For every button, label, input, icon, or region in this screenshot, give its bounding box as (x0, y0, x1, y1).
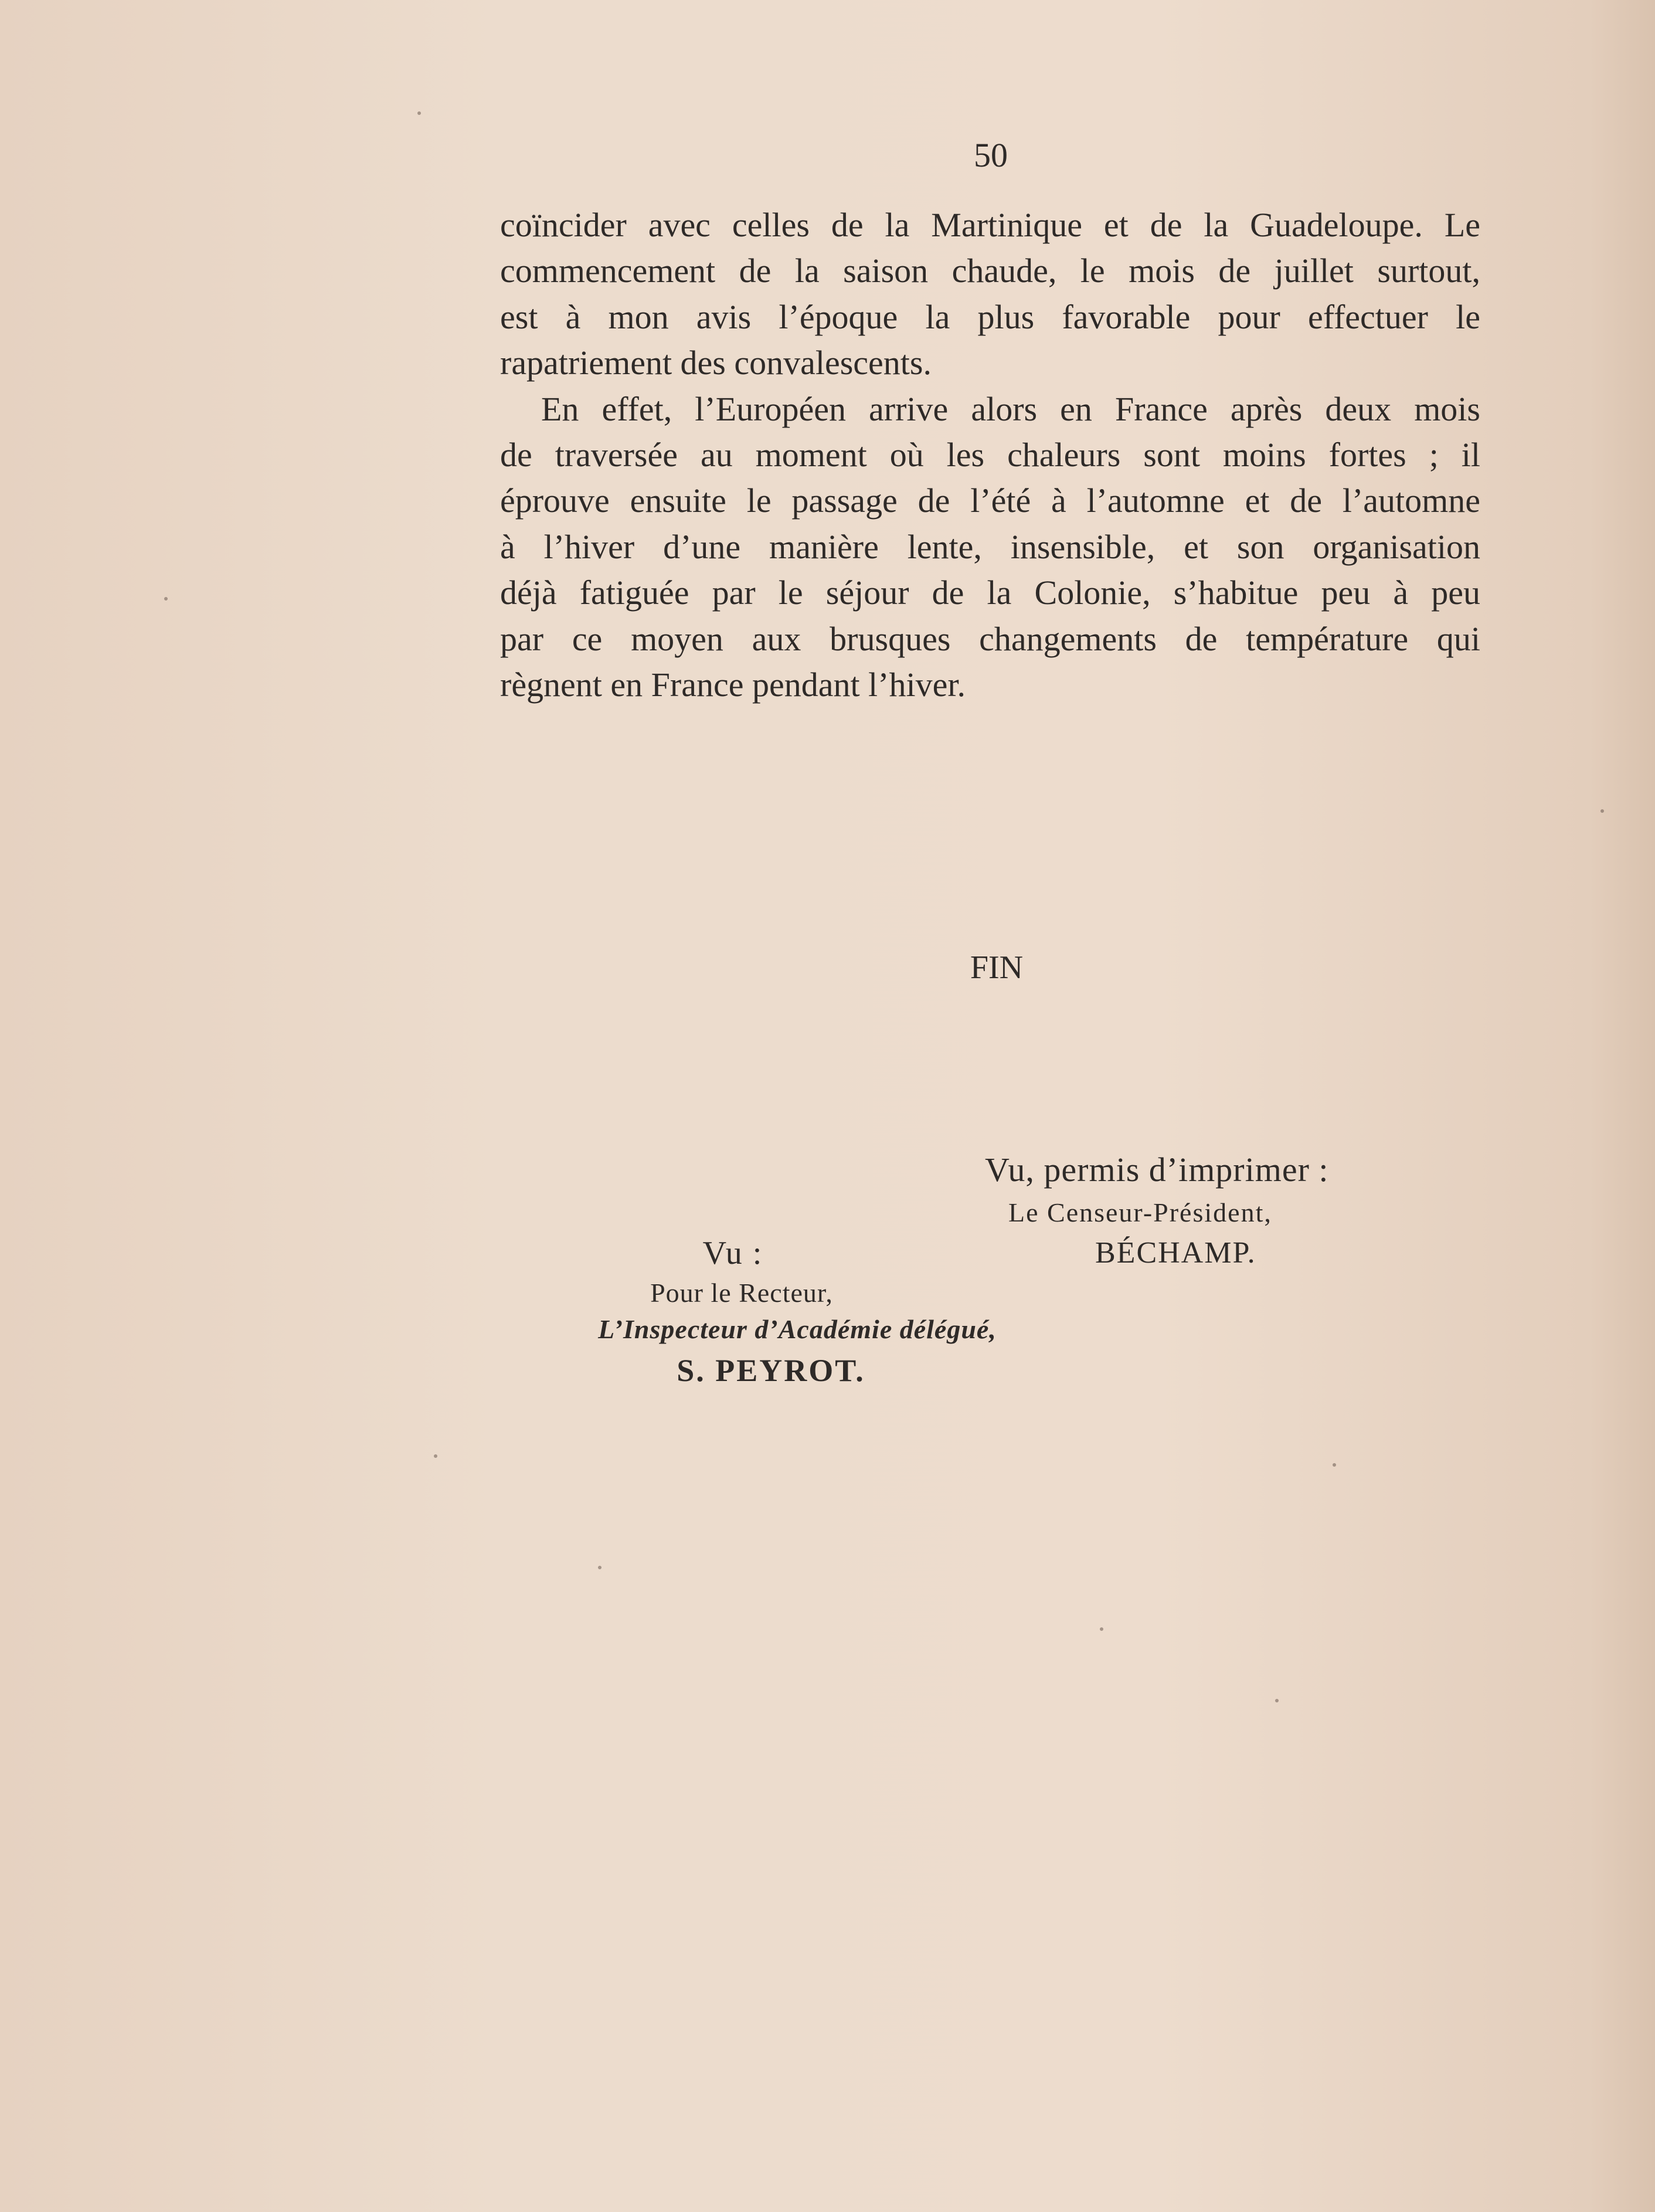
paper-speck (434, 1454, 437, 1458)
text-line: commencement de la saison chaude, le mois de juillet surtout, (500, 252, 1480, 290)
paper-speck (164, 597, 168, 601)
inspector-name: S. PEYROT. (677, 1353, 865, 1388)
text-line: éprouve ensuite le passage de l’été à l’automne et de l’automne (500, 481, 1480, 520)
paper-speck (417, 111, 421, 115)
page-number: 50 (974, 136, 1008, 174)
text-line: par ce moyen aux brusques changements de température qui (500, 619, 1480, 658)
paper-speck (1333, 1463, 1336, 1467)
rector-line: Pour le Recteur, (650, 1278, 833, 1308)
paper-speck (1600, 809, 1604, 813)
text-line: de traversée au moment où les chaleurs sont moins fortes ; il (500, 436, 1480, 474)
text-line: En effet, l’Européen arrive alors en France après deux mois (541, 389, 1480, 428)
paragraph-1 (500, 202, 1480, 386)
censor-title: Le Censeur-Président, (1008, 1197, 1272, 1227)
paper-speck (1100, 1627, 1103, 1631)
text-line: règnent en France pendant l’hiver. (500, 666, 966, 704)
rector-approval (545, 1231, 1049, 1393)
body-text (500, 202, 1480, 708)
text-line: à l’hiver d’une manière lente, insensible, et son organisation (500, 527, 1480, 566)
text-line: déjà fatiguée par le séjour de la Colonie, s’habitue peu à peu (500, 574, 1480, 612)
print-permission: Vu, permis d’imprimer : (985, 1151, 1329, 1189)
fin-label: FIN (970, 949, 1024, 986)
paragraph-2 (500, 386, 1480, 708)
text-line: coïncider avec celles de la Martinique et de la Guadeloupe. Le (500, 206, 1480, 244)
text-line: est à mon avis l’époque la plus favorable pour effectuer le (500, 297, 1480, 336)
vu-label: Vu : (702, 1235, 763, 1271)
censor-name: BÉCHAMP. (1095, 1236, 1256, 1270)
inspector-title: L’Inspecteur d’Académie délégué, (598, 1314, 997, 1344)
paper-speck (598, 1566, 601, 1569)
paper-speck (1275, 1699, 1279, 1702)
text-line: rapatriement des convalescents. (500, 344, 932, 382)
